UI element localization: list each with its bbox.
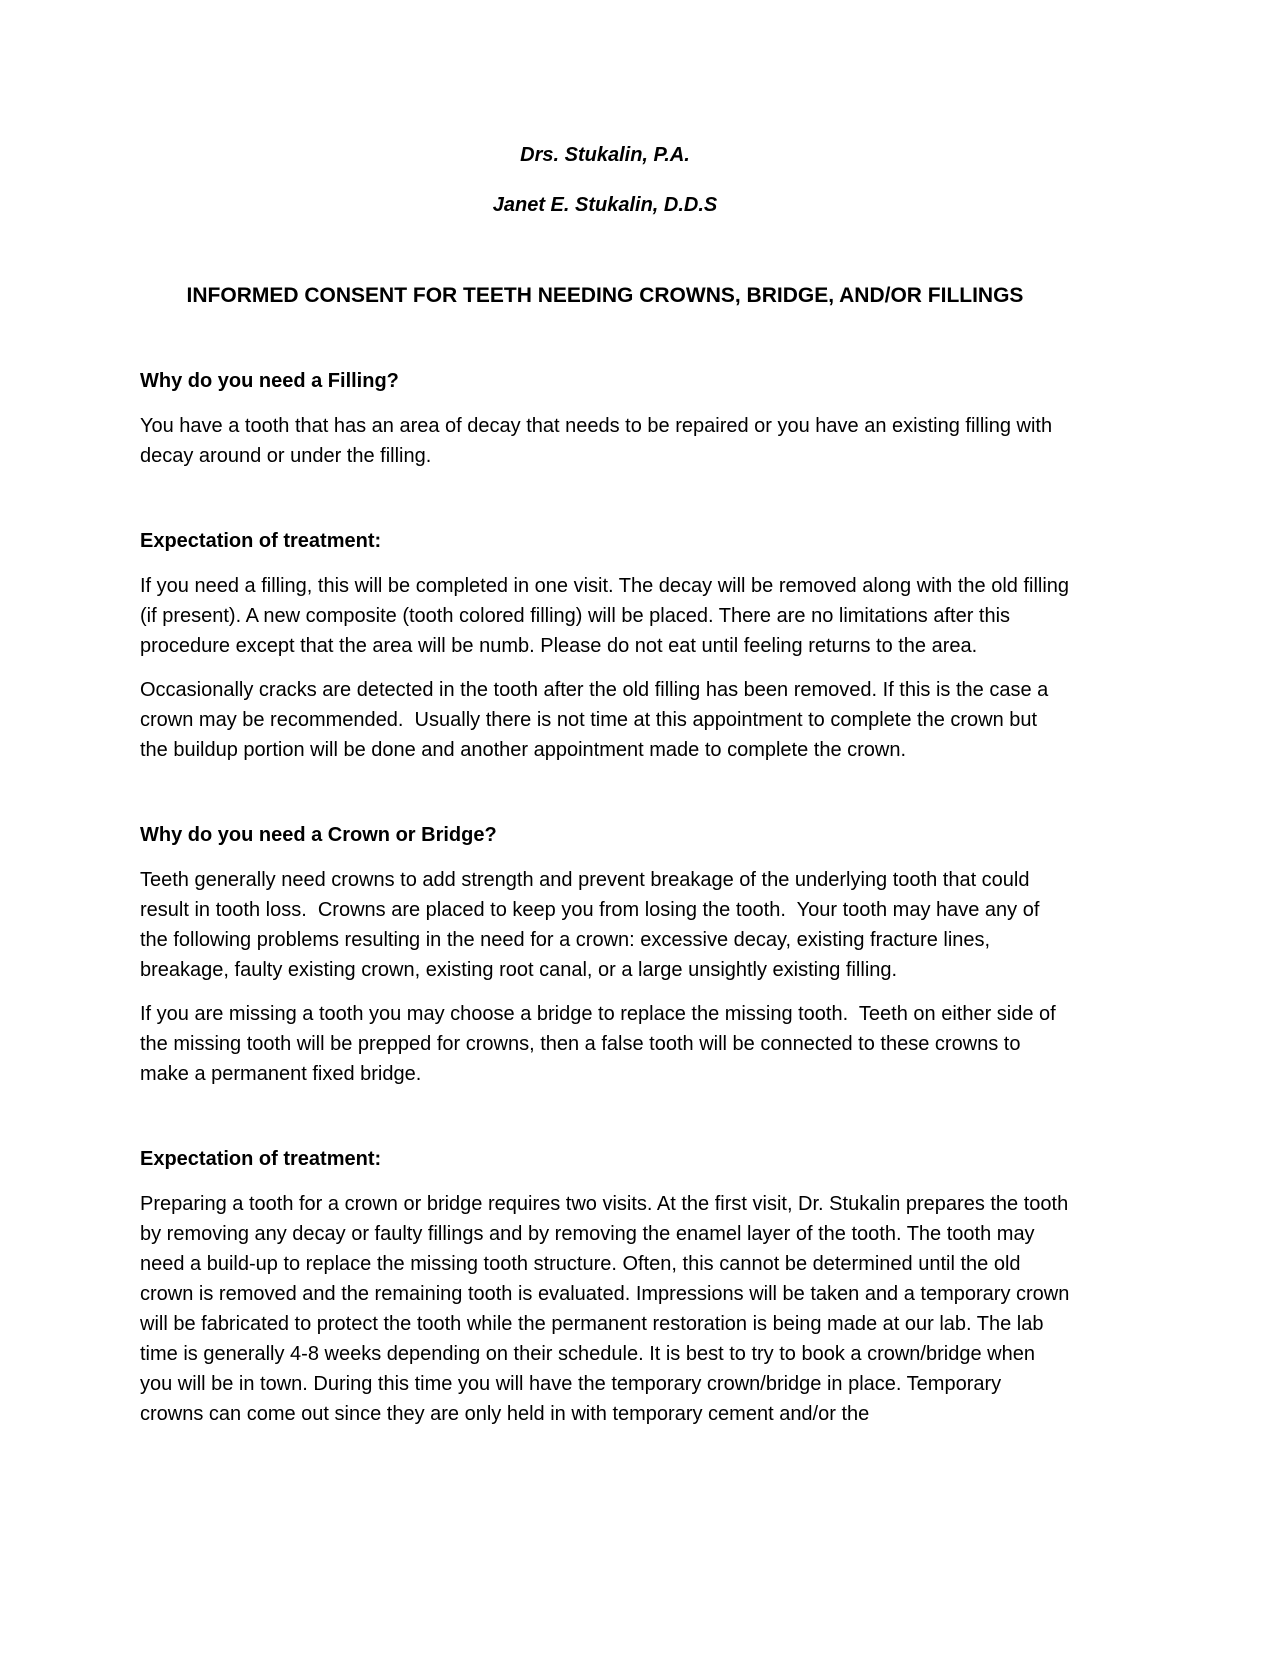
- paragraph: You have a tooth that has an area of decay that needs to be repaired or you have an existing filling with decay around or under the filling.: [140, 415, 1058, 467]
- document-header: [140, 140, 1070, 220]
- document-content: [140, 140, 1075, 1429]
- section-filling-expectation: [140, 526, 1075, 765]
- practice-name: Drs. Stukalin, P.A.: [520, 144, 690, 166]
- section-heading: Expectation of treatment:: [140, 530, 382, 552]
- section-heading: Expectation of treatment:: [140, 1148, 382, 1170]
- paragraph: Teeth generally need crowns to add strength and prevent breakage of the underlying tooth that could result in tooth loss. Crowns are placed to keep you from losing the tooth. Your tooth may have any of the following problems resulting in the need for a crown: excessive decay, existing fracture lines, breakage, faulty existing crown, existing root canal, or a large unsightly existing filling.: [140, 869, 1045, 981]
- section-crown-expectation: [140, 1144, 1075, 1429]
- paragraph: If you are missing a tooth you may choose a bridge to replace the missing tooth. Teeth on either side of the missing tooth will be prepped for crowns, then a false tooth will be connected to these crowns to make a permanent fixed bridge.: [140, 1003, 1062, 1085]
- section-why-crown-bridge: [140, 820, 1070, 1089]
- paragraph: Preparing a tooth for a crown or bridge requires two visits. At the first visit, Dr. Stukalin prepares the tooth by removing any decay or faulty fillings and by removing the enamel layer of the tooth. The tooth may need a build-up to replace the missing tooth structure. Often, this cannot be determined until the old crown is removed and the remaining tooth is evaluated. Impressions will be taken and a temporary crown will be fabricated to protect the tooth while the permanent restoration is being made at our lab. The lab time is generally 4-8 weeks depending on their schedule. It is best to try to book a crown/bridge when you will be in town. During this time you will have the temporary crown/bridge in place. Temporary crowns can come out since they are only held in with temporary cement and/or the: [140, 1193, 1075, 1425]
- section-heading: Why do you need a Filling?: [140, 370, 399, 392]
- section-why-filling: [140, 366, 1070, 471]
- paragraph: If you need a filling, this will be completed in one visit. The decay will be removed along with the old filling (if present). A new composite (tooth colored filling) will be placed. There are no limitations after this procedure except that the area will be numb. Please do not eat until feeling returns to the area.: [140, 575, 1075, 657]
- document-title: INFORMED CONSENT FOR TEETH NEEDING CROWNS, BRIDGE, AND/OR FILLINGS: [186, 284, 1024, 307]
- dentist-name: Janet E. Stukalin, D.D.S: [492, 194, 718, 216]
- paragraph: Occasionally cracks are detected in the tooth after the old filling has been removed. If this is the case a crown may be recommended. Usually there is not time at this appointment to complete the crown but the buildup portion will be done and another appointment made to complete the crown.: [140, 679, 1054, 761]
- section-heading: Why do you need a Crown or Bridge?: [140, 824, 497, 846]
